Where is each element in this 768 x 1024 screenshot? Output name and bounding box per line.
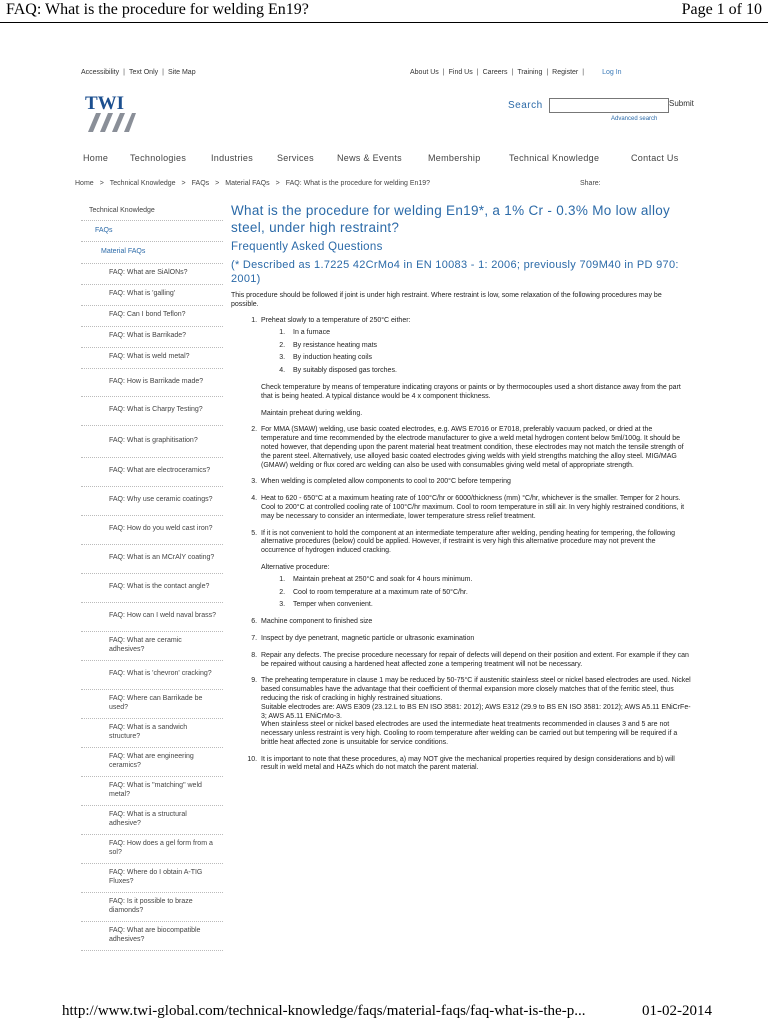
- breadcrumb-technical-knowledge[interactable]: Technical Knowledge: [109, 180, 176, 187]
- page-title: What is the procedure for welding En19*, a 1% Cr - 0.3% Mo low alloy steel, under high restraint?: [231, 203, 671, 235]
- nav-news-events[interactable]: News & Events: [337, 153, 402, 163]
- sidebar-faq-link[interactable]: FAQ: What are electroceramics?: [81, 458, 223, 487]
- sidebar-faq-link[interactable]: FAQ: What is a sandwich structure?: [81, 719, 223, 748]
- text-only-link[interactable]: Text Only: [128, 69, 159, 76]
- sidebar-faq-link[interactable]: FAQ: What is an MCrAlY coating?: [81, 545, 223, 574]
- sidebar-faq-list: [81, 264, 223, 951]
- training-link[interactable]: Training: [517, 69, 543, 76]
- preheat-option: 2. By resistance heating mats: [287, 342, 691, 351]
- print-header: [0, 0, 768, 23]
- print-title: FAQ: What is the procedure for welding En19?: [6, 1, 309, 18]
- alternative-step: 2. Cool to room temperature at a maximum rate of 50°C/hr.: [287, 589, 691, 598]
- nav-home[interactable]: Home: [83, 153, 109, 163]
- alternative-step: 3. Temper when convenient.: [287, 601, 691, 610]
- search-label: Search: [508, 100, 543, 111]
- sidebar-faq-link[interactable]: FAQ: What are ceramic adhesives?: [81, 632, 223, 661]
- print-footer-date: 01-02-2014: [642, 1003, 712, 1019]
- sidebar-faq-link[interactable]: FAQ: How does a gel form from a sol?: [81, 835, 223, 864]
- sidebar-faq-link[interactable]: FAQ: What are biocompatible adhesives?: [81, 922, 223, 951]
- sidebar-faq-link[interactable]: FAQ: What are engineering ceramics?: [81, 748, 223, 777]
- sidebar-faq-link[interactable]: FAQ: What is a structural adhesive?: [81, 806, 223, 835]
- preheat-option: 1. In a furnace: [287, 329, 691, 338]
- step-9-when: When stainless steel or nickel based electrodes are used the intermediate heat treatments recommended in clauses 3 and 5 are not necessary unless restraint is very high. Cooling to room temperature after welding can be carried out but tempering will be required if a brittle heat affected zone is unsuitable for service conditions.: [261, 721, 678, 746]
- sidebar-faq-link[interactable]: FAQ: Where can Barrikade be used?: [81, 690, 223, 719]
- nav-services[interactable]: Services: [277, 153, 314, 163]
- sidebar-faq-link[interactable]: FAQ: Can I bond Teflon?: [81, 306, 223, 327]
- preheat-options: [261, 329, 691, 376]
- breadcrumb-home[interactable]: Home: [75, 180, 94, 187]
- sidebar-item-material-faqs[interactable]: Material FAQs: [81, 242, 223, 264]
- step-1-text: Preheat slowly to a temperature of 250°C either:: [261, 317, 411, 324]
- step-2: 2. For MMA (SMAW) welding, use basic coated electrodes, e.g. AWS E7016 or E7018, preferably vacuum packed, or dried at the temperature and time recommended by the electrode manufacturer to give a weld metal hydrogen content below 5ml/100g. It should be noted however, that depending upon the parent material heat treatment condition, these electrodes may not match the tensile strength of the parent steel. Alternatively, use alloyed basic coated electrodes giving welds with yield strengths matching the alloy steel. MIG/MAG (GMAW) welding or flux cored arc welding can also be used with consumables giving weld metal of appropriate strength.: [259, 426, 691, 470]
- step-3: 3. When welding is completed allow components to cool to 200°C before tempering: [259, 478, 691, 487]
- page-subtitle: Frequently Asked Questions: [231, 241, 383, 253]
- step-5: [259, 530, 691, 611]
- search-input[interactable]: [549, 98, 669, 113]
- nav-industries[interactable]: Industries: [211, 153, 254, 163]
- sidebar-faq-link[interactable]: FAQ: What is 'chevron' cracking?: [81, 661, 223, 690]
- logo-text: TWI: [85, 93, 125, 114]
- utility-links-left: Accessibility | Text Only | Site Map: [81, 69, 196, 76]
- register-link[interactable]: Register: [552, 69, 579, 76]
- utility-links-right: About Us | Find Us | Careers | Training | Register | Log In: [410, 69, 622, 76]
- sidebar-faq-link[interactable]: FAQ: Why use ceramic coatings?: [81, 487, 223, 516]
- alternative-procedure-list: [261, 576, 691, 610]
- alternative-step: 1. Maintain preheat at 250°C and soak for 4 hours minimum.: [287, 576, 691, 585]
- step-9: [259, 677, 691, 747]
- nav-technologies[interactable]: Technologies: [130, 153, 187, 163]
- print-footer-url: http://www.twi-global.com/technical-knowledge/faqs/material-faqs/faq-what-is-the-p...: [62, 1003, 586, 1019]
- login-link[interactable]: Log In: [602, 69, 622, 76]
- step-1-check-temperature: Check temperature by means of temperature indicating crayons or paints or by thermocouples used a short distance away from the part that is being heated. A typical distance would be 4 x component thickness.: [261, 383, 681, 400]
- search-submit-button[interactable]: Submit: [669, 99, 694, 108]
- breadcrumb-current: FAQ: What is the procedure for welding En19?: [285, 180, 431, 187]
- careers-link[interactable]: Careers: [482, 69, 508, 76]
- preheat-option: 3. By induction heating coils: [287, 354, 691, 363]
- step-7: 7. Inspect by dye penetrant, magnetic particle or ultrasonic examination: [259, 635, 691, 644]
- sidebar-faq-link[interactable]: FAQ: What is Charpy Testing?: [81, 397, 223, 426]
- sidebar-faq-link[interactable]: FAQ: What is weld metal?: [81, 348, 223, 369]
- described-as-note: (* Described as 1.7225 42CrMo4 in EN 10083 - 1: 2006; previously 709M40 in PD 970: 2001): [231, 259, 679, 285]
- sidebar-faq-link[interactable]: FAQ: What are SiAlONs?: [81, 264, 223, 285]
- print-page-number: Page 1 of 10: [681, 1, 762, 18]
- sidebar-item-faqs[interactable]: FAQs: [81, 221, 223, 243]
- intro-paragraph: This procedure should be followed if joint is under high restraint. Where restraint is low, some relaxation of the following procedures may be possible.: [231, 292, 662, 308]
- breadcrumb-material-faqs[interactable]: Material FAQs: [225, 180, 270, 187]
- procedure-steps: [231, 317, 691, 773]
- sidebar: [81, 203, 223, 951]
- breadcrumb: Home > Technical Knowledge > FAQs > Material FAQs > FAQ: What is the procedure for welding En19?: [75, 180, 431, 187]
- step-1-maintain-preheat: Maintain preheat during welding.: [261, 409, 363, 417]
- find-us-link[interactable]: Find Us: [448, 69, 473, 76]
- main-content: [231, 202, 691, 781]
- nav-membership[interactable]: Membership: [428, 153, 481, 163]
- sidebar-faq-link[interactable]: FAQ: How is Barrikade made?: [81, 369, 223, 397]
- step-4: 4. Heat to 620 - 650°C at a maximum heating rate of 100°C/hr or 6000/thickness (mm) °C/hr, whichever is the smaller. Temper for 2 hours. Cool to 200°C at controlled cooling rate of 100°C/hr maximum. Cool to room temperature in still air. In very highly restrained conditions, it may be necessary to consider an intermediate, lower temperature stress relief treatment.: [259, 495, 691, 521]
- advanced-search-link[interactable]: Advanced search: [611, 116, 658, 122]
- sidebar-faq-link[interactable]: FAQ: What is 'galling': [81, 285, 223, 306]
- sidebar-faq-link[interactable]: FAQ: Where do I obtain A-TIG Fluxes?: [81, 864, 223, 893]
- breadcrumb-faqs[interactable]: FAQs: [191, 180, 210, 187]
- sidebar-faq-link[interactable]: FAQ: What is the contact angle?: [81, 574, 223, 603]
- nav-technical-knowledge[interactable]: Technical Knowledge: [509, 153, 600, 163]
- step-6: 6. Machine component to finished size: [259, 618, 691, 627]
- twi-logo[interactable]: [84, 92, 136, 134]
- site-map-link[interactable]: Site Map: [167, 69, 196, 76]
- sidebar-faq-link[interactable]: FAQ: What is "matching" weld metal?: [81, 777, 223, 806]
- share-label: Share:: [580, 180, 601, 187]
- sidebar-faq-link[interactable]: FAQ: How can I weld naval brass?: [81, 603, 223, 632]
- about-us-link[interactable]: About Us: [410, 69, 439, 76]
- sidebar-faq-link[interactable]: FAQ: Is it possible to braze diamonds?: [81, 893, 223, 922]
- main-nav: [0, 153, 768, 167]
- step-8: 8. Repair any defects. The precise procedure necessary for repair of defects will depend on their position and extent. For example if they can be repaired without causing a hardened heat affected zone a tempering treatment will not be necessary.: [259, 652, 691, 670]
- step-5-text: If it is not convenient to hold the component at an intermediate temperature after welding, pending heating for tempering, the following alternative procedures (below) could be applied. However, if restraint is very high this alternative procedure may not prevent the occurrence of hydrogen induced cracking.: [261, 529, 676, 555]
- sidebar-faq-link[interactable]: FAQ: What is Barrikade?: [81, 327, 223, 348]
- accessibility-link[interactable]: Accessibility: [81, 69, 120, 76]
- step-10: 10. It is important to note that these procedures, a) may NOT give the mechanical properties required by design considerations and b) will result in weld metal and HAZs which do not match the parent material.: [259, 756, 691, 774]
- step-1: [259, 317, 691, 418]
- sidebar-faq-link[interactable]: FAQ: How do you weld cast iron?: [81, 516, 223, 545]
- nav-contact-us[interactable]: Contact Us: [631, 153, 679, 163]
- twi-logo-icon: [84, 92, 136, 134]
- sidebar-faq-link[interactable]: FAQ: What is graphitisation?: [81, 426, 223, 458]
- preheat-option: 4. By suitably disposed gas torches.: [287, 367, 691, 376]
- alternative-procedure-label: Alternative procedure:: [261, 563, 330, 571]
- step-9-text: The preheating temperature in clause 1 may be reduced by 50-75°C if austenitic stainless steel or nickel based electrodes are used. Nickel based consumables have the advantage that their coefficient of thermal expansion more closely matches that of the ferritic steel, thus reducing the risk of cracking in highly restrained situations.: [261, 677, 691, 702]
- suitable-electrodes: Suitable electrodes are: AWS E309 (23.12.L to BS EN ISO 3581: 2012); AWS E312 (29.9 to BS EN ISO 3581: 2012); AWS A5.11 ENiCrFe-3; AWS A5.11 ENiCrMo-3.: [261, 703, 691, 720]
- sidebar-section-technical-knowledge[interactable]: Technical Knowledge: [81, 203, 223, 221]
